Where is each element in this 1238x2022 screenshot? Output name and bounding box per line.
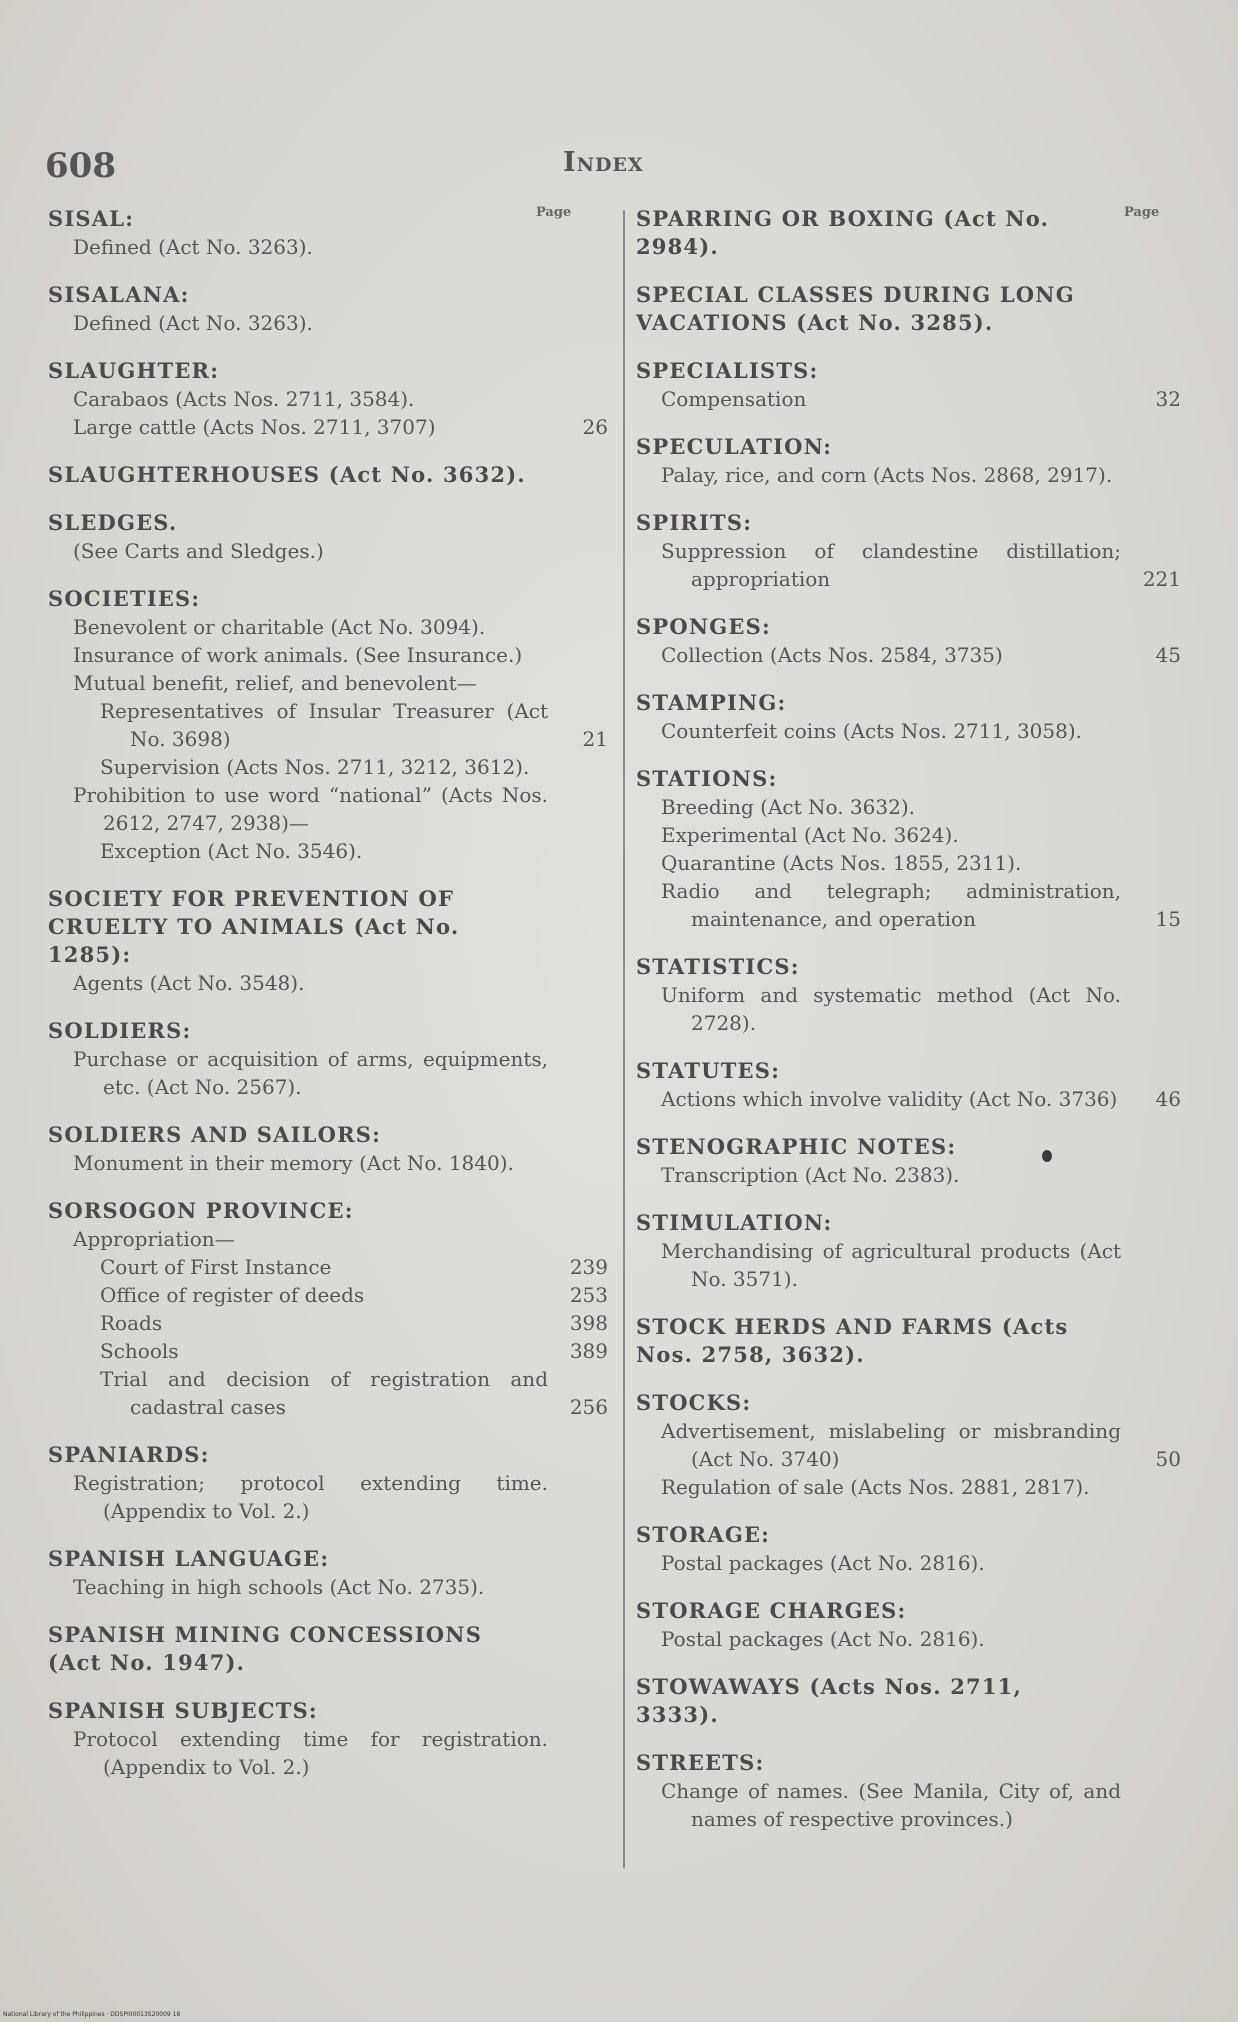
index-entry [73, 1149, 608, 1177]
index-section [48, 1697, 608, 1781]
entry-text: Advertisement, mislabeling or misbranding (Act No. 3740) [661, 1419, 1121, 1471]
index-heading: SORSOGON PROVINCE: [48, 1198, 354, 1223]
index-heading: STATIONS: [636, 766, 778, 791]
index-heading: STATUTES: [636, 1058, 781, 1083]
index-section [48, 1197, 608, 1421]
entry-text: Defined (Act No. 3263). [73, 235, 313, 259]
index-heading: STOWAWAYS (Acts Nos. 2711, 3333). [636, 1674, 1022, 1727]
index-heading: STIMULATION: [636, 1210, 833, 1235]
entry-text: Uniform and systematic method (Act No. 2728). [661, 983, 1121, 1035]
index-entry [73, 233, 608, 261]
index-heading: SPANISH SUBJECTS: [48, 1698, 318, 1723]
entry-page-number: 256 [569, 1395, 608, 1419]
index-section [48, 1441, 608, 1525]
entry-page-number: 46 [1155, 1087, 1181, 1111]
index-section [48, 357, 608, 441]
index-heading: SPARRING OR BOXING (Act No. 2984). [636, 206, 1050, 259]
index-entry [73, 781, 608, 837]
index-entry [73, 1045, 608, 1101]
index-heading: STOCK HERDS AND FARMS (Acts Nos. 2758, 3632). [636, 1314, 1069, 1367]
index-section [636, 1133, 1181, 1189]
entry-text: Defined (Act No. 3263). [73, 311, 313, 335]
entry-text: Collection (Acts Nos. 2584, 3735) [661, 643, 1003, 667]
index-section [636, 689, 1181, 745]
index-section [636, 1389, 1181, 1501]
entry-text: Postal packages (Act No. 2816). [661, 1627, 985, 1651]
entry-text: Trial and decision of registration and cadastral cases [100, 1367, 548, 1419]
index-heading: SOCIETY FOR PREVENTION OF CRUELTY TO ANIMALS (Act No. 1285): [48, 886, 460, 967]
index-heading: SPANISH LANGUAGE: [48, 1546, 330, 1571]
page-column-label: Page [536, 205, 572, 220]
index-entry [661, 1549, 1181, 1577]
running-head: Index [563, 147, 644, 178]
index-entry [100, 1253, 608, 1281]
entry-page-number: 45 [1155, 643, 1181, 667]
index-section [48, 1017, 608, 1101]
index-heading: SLAUGHTERHOUSES (Act No. 3632). [48, 462, 526, 487]
entry-text: Court of First Instance [100, 1255, 332, 1279]
entry-text: Supervision (Acts Nos. 2711, 3212, 3612). [100, 755, 530, 779]
entry-text: (See Carts and Sledges.) [73, 539, 324, 563]
index-entry [73, 385, 608, 413]
entry-text: Schools [100, 1339, 179, 1363]
entry-text: Actions which involve validity (Act No. 3736) [661, 1087, 1118, 1111]
right-column [636, 205, 1181, 1853]
index-section [48, 1545, 608, 1601]
index-heading: STORAGE CHARGES: [636, 1598, 907, 1623]
index-heading: STATISTICS: [636, 954, 800, 979]
index-entry [661, 793, 1181, 821]
index-entry [73, 669, 608, 697]
index-section [636, 953, 1181, 1037]
entry-text: Protocol extending time for registration. (Appendix to Vol. 2.) [73, 1727, 548, 1779]
page-column-label: Page [1124, 205, 1160, 220]
entry-text: Transcription (Act No. 2383). [661, 1163, 960, 1187]
entry-text: Mutual benefit, relief, and benevolent— [73, 671, 477, 695]
index-heading: SLAUGHTER: [48, 358, 220, 383]
entry-page-number: 26 [582, 415, 608, 439]
index-entry [73, 537, 608, 565]
index-section [636, 281, 1181, 337]
ink-blot [1042, 1150, 1052, 1162]
index-entry [661, 821, 1181, 849]
entry-text: Monument in their memory (Act No. 1840). [73, 1151, 514, 1175]
index-heading: STREETS: [636, 1750, 765, 1775]
index-entry [100, 697, 608, 753]
index-section [636, 1521, 1181, 1577]
index-entry [661, 1161, 1181, 1189]
index-entry [661, 981, 1181, 1037]
index-section [636, 1597, 1181, 1653]
entry-page-number: 398 [569, 1311, 608, 1335]
entry-text: Benevolent or charitable (Act No. 3094). [73, 615, 486, 639]
index-entry [661, 1777, 1181, 1833]
index-entry [661, 385, 1181, 413]
index-section [636, 357, 1181, 413]
entry-text: Exception (Act No. 3546). [100, 839, 363, 863]
entry-text: Experimental (Act No. 3624). [661, 823, 959, 847]
entry-text: Merchandising of agricultural products (Act No. 3571). [661, 1239, 1121, 1291]
index-entry [100, 1281, 608, 1309]
index-entry [661, 537, 1181, 593]
index-section [636, 433, 1181, 489]
index-entry [73, 1225, 608, 1253]
entry-page-number: 239 [569, 1255, 608, 1279]
entry-text: Breeding (Act No. 3632). [661, 795, 915, 819]
entry-page-number: 50 [1155, 1447, 1181, 1471]
index-entry [73, 1469, 608, 1525]
index-heading: SPONGES: [636, 614, 771, 639]
entry-text: Quarantine (Acts Nos. 1855, 2311). [661, 851, 1022, 875]
entry-text: Counterfeit coins (Acts Nos. 2711, 3058). [661, 719, 1083, 743]
index-section [636, 613, 1181, 669]
left-column [48, 205, 608, 1801]
index-section [48, 509, 608, 565]
entry-text: Purchase or acquisition of arms, equipments, etc. (Act No. 2567). [73, 1047, 548, 1099]
index-heading: SPECIAL CLASSES DURING LONG VACATIONS (Act No. 3285). [636, 282, 1075, 335]
entry-text: Insurance of work animals. (See Insurance.) [73, 643, 523, 667]
entry-text: Postal packages (Act No. 2816). [661, 1551, 985, 1575]
entry-text: Suppression of clandestine distillation; appropriation [661, 539, 1121, 591]
index-section [636, 205, 1181, 261]
index-entry [100, 1309, 608, 1337]
entry-text: Compensation [661, 387, 807, 411]
entry-text: Radio and telegraph; administration, maintenance, and operation [661, 879, 1121, 931]
index-entry [73, 969, 608, 997]
entry-text: Roads [100, 1311, 163, 1335]
footer-credit: National Library of the Philippines · DDSPI00013S20009 18 [3, 2011, 181, 2018]
index-entry [661, 1237, 1181, 1293]
index-heading: SISALANA: [48, 282, 190, 307]
index-section [636, 1057, 1181, 1113]
index-section [636, 1673, 1181, 1729]
index-section [48, 281, 608, 337]
entry-text: Agents (Act No. 3548). [73, 971, 305, 995]
index-heading: SISAL: [48, 206, 135, 231]
index-section [48, 461, 608, 489]
index-section [48, 885, 608, 997]
page-number: 608 [45, 146, 116, 186]
entry-text: Large cattle (Acts Nos. 2711, 3707) [73, 415, 436, 439]
entry-text: Office of register of deeds [100, 1283, 365, 1307]
index-heading: STAMPING: [636, 690, 787, 715]
index-entry [661, 849, 1181, 877]
index-section [48, 205, 608, 261]
entry-page-number: 389 [569, 1339, 608, 1363]
index-heading: STENOGRAPHIC NOTES: [636, 1134, 957, 1159]
index-heading: SPECULATION: [636, 434, 833, 459]
index-section [636, 1749, 1181, 1833]
index-section [636, 1313, 1181, 1369]
index-heading: SOLDIERS AND SAILORS: [48, 1122, 382, 1147]
index-section [48, 585, 608, 865]
entry-text: Appropriation— [73, 1227, 235, 1251]
index-entry [661, 641, 1181, 669]
index-entry [100, 753, 608, 781]
index-section [636, 509, 1181, 593]
index-heading: STOCKS: [636, 1390, 752, 1415]
index-entry [661, 1417, 1181, 1473]
entry-text: Regulation of sale (Acts Nos. 2881, 2817). [661, 1475, 1090, 1499]
index-entry [73, 1573, 608, 1601]
index-heading: SPANISH MINING CONCESSIONS (Act No. 1947). [48, 1622, 483, 1675]
entry-page-number: 21 [582, 727, 608, 751]
index-section [636, 1209, 1181, 1293]
index-heading: SPECIALISTS: [636, 358, 819, 383]
index-section [636, 765, 1181, 933]
index-entry [661, 1625, 1181, 1653]
index-entry [73, 613, 608, 641]
index-entry [661, 1085, 1181, 1113]
index-entry [73, 413, 608, 441]
index-entry [661, 717, 1181, 745]
entry-text: Change of names. (See Manila, City of, and names of respective provinces.) [661, 1779, 1121, 1831]
entry-text: Prohibition to use word “national” (Acts Nos. 2612, 2747, 2938)— [73, 783, 548, 835]
index-entry [100, 837, 608, 865]
index-heading: SOCIETIES: [48, 586, 201, 611]
entry-text: Teaching in high schools (Act No. 2735). [73, 1575, 485, 1599]
index-heading: SPANIARDS: [48, 1442, 210, 1467]
index-entry [73, 1725, 608, 1781]
index-entry [73, 641, 608, 669]
index-heading: STORAGE: [636, 1522, 771, 1547]
index-section [48, 1121, 608, 1177]
entry-page-number: 253 [569, 1283, 608, 1307]
entry-text: Palay, rice, and corn (Acts Nos. 2868, 2917). [661, 463, 1113, 487]
index-entry [73, 309, 608, 337]
index-heading: SLEDGES. [48, 510, 178, 535]
index-heading: SPIRITS: [636, 510, 753, 535]
index-entry [100, 1337, 608, 1365]
index-entry [661, 1473, 1181, 1501]
entry-text: Registration; protocol extending time. (Appendix to Vol. 2.) [73, 1471, 548, 1523]
index-section [48, 1621, 608, 1677]
index-entry [661, 877, 1181, 933]
index-entry [100, 1365, 608, 1421]
index-entry [661, 461, 1181, 489]
entry-text: Carabaos (Acts Nos. 2711, 3584). [73, 387, 415, 411]
entry-page-number: 221 [1142, 567, 1181, 591]
entry-page-number: 15 [1155, 907, 1181, 931]
entry-text: Representatives of Insular Treasurer (Act No. 3698) [100, 699, 548, 751]
entry-page-number: 32 [1155, 387, 1181, 411]
index-heading: SOLDIERS: [48, 1018, 192, 1043]
